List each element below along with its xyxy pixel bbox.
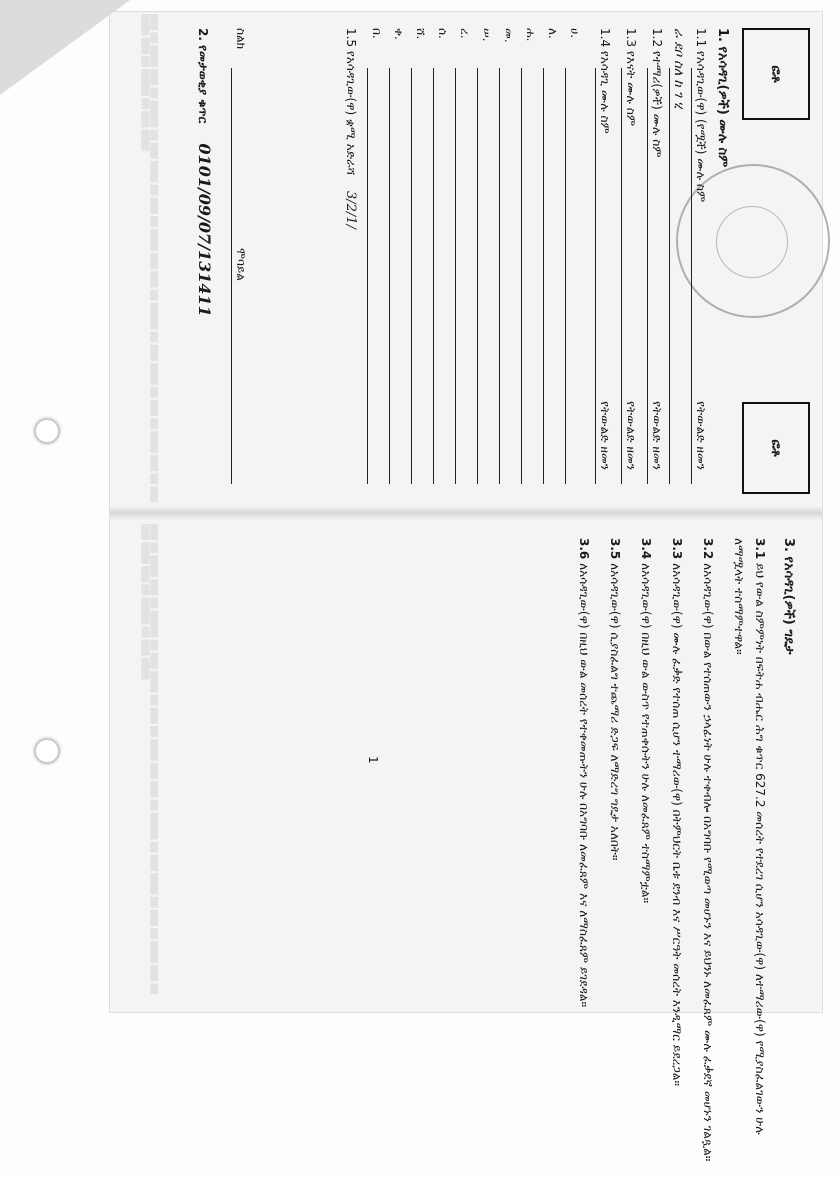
form-row [644, 28, 664, 484]
bleed-through-text: ▒▒▒ ▒▒ ▒▒▒▒ ▒▒▒ ▒▒ ▒▒▒▒▒ ▒▒ ▒▒▒ ▒▒▒▒ ▒▒ ▒▒▒ ▒▒ ▒▒▒▒ ▒▒▒ ▒▒▒ ▒▒ ▒▒▒▒▒ ▒▒ ▒▒▒ ▒▒▒▒ ▒▒ ▒▒▒ ▒▒ ▒▒▒▒ ▒▒▒ ▒▒ ▒▒▒ ▒▒▒▒ ▒▒▒ ▒▒ ▒▒▒▒▒ ▒▒ ▒▒▒ ▒▒▒▒ [141, 14, 158, 503]
form-row: በ. [364, 28, 384, 484]
row-label: 1.2 የተማሪ(ዎች) ሙሉ ስም [650, 28, 664, 158]
page-number: 1 [366, 756, 380, 764]
form-row: ቀ. [386, 28, 406, 484]
row-label: 1.4 የአሳዳጊ ሙሉ ስም [598, 28, 612, 134]
section-3-title: 3. የአሳዳጊ(ዎች) ግዴታ [781, 538, 796, 655]
form-row [592, 28, 612, 484]
clause: 3.4 ለአሳዳጊው(ዋ) በዚህ ውል ውስጥ የተጠቀሱትን ሁሉ ለመፈጸም ተስማምቷል። [639, 538, 653, 904]
form-row: ሠ. [474, 28, 494, 484]
row-note: የትውልድ ዘመን [650, 401, 664, 470]
photo-box: ፎቶ [742, 28, 810, 120]
row-note: የትውልድ ዘመን [624, 401, 638, 470]
clause: 3.6 ለአሳዳጊው(ዋ) በዚህ ውል መሰረት የተቀመጡትን ሁሉ በአግባቡ ለመፈጸም እና ለማስፈጸም ይገደዳል። [577, 538, 591, 1008]
row-handwritten-value: ራ ደቦ ስለ ከ ገ ሂ [671, 28, 686, 109]
phone-row: ስልክ ሞባይል [228, 28, 248, 484]
punch-hole [34, 418, 60, 444]
form-row: ለ. [540, 28, 560, 484]
clause: 3.5 ለአሳዳጊው(ዋ) ሲያስፈልግ ተጨማሪ ድጋፍ ለማድረግ ግዴታ አለበት። [608, 538, 622, 861]
form-row [618, 28, 638, 484]
row-label: 1.1 የአሳዳጊው(ዋ) (የሟች) ሙሉ ስም [694, 28, 708, 203]
obligations-list [563, 538, 770, 1178]
center-fold [110, 506, 822, 520]
form-row [688, 28, 708, 484]
page-curl [0, 0, 130, 95]
photo-box: ፎቶ [742, 402, 810, 494]
form-row: ሀ. [562, 28, 582, 484]
form-row [666, 28, 686, 484]
form-row: መ. [496, 28, 516, 484]
bleed-through-text: ▒▒▒ ▒▒ ▒▒▒▒ ▒▒▒ ▒▒ ▒▒▒▒▒ ▒▒ ▒▒▒ ▒▒▒▒ ▒▒ ▒▒▒ ▒▒ ▒▒▒▒ ▒▒▒ ▒▒▒ ▒▒ ▒▒▒▒▒ ▒▒ ▒▒▒ ▒▒▒▒ ▒▒ ▒▒▒ ▒▒ ▒▒▒▒ ▒▒▒ ▒▒ ▒▒▒ ▒▒▒▒ ▒▒▒ ▒▒ ▒▒▒▒▒ ▒▒ ▒▒▒ ▒▒▒▒ [141, 524, 158, 995]
clause: 3.2 ለአሳዳጊው(ዋ) በውል የተሰጠውን ኃላፊነት ሁሉ ተቀብሎ በአግባቡ የሚወጣ መሆኑን እና ይህንኑ ለመፈጸም ሙሉ ፈቃደኛ መሆኑን ገልጿል። [701, 538, 715, 1162]
form-row: ሐ. [518, 28, 538, 484]
form-row: ረ. [452, 28, 472, 484]
id-section [164, 14, 254, 504]
id-number-row: 2. የመታወቂያ ቁጥር 0101/09/07/131411 [195, 28, 214, 317]
clause: 3.1 ይህ የውል ስምምነት በፍትሐ ብሔር ሕግ ቁጥር 627.2 መሰረት የተደረገ ሲሆን አሳዳጊው(ዋ) ለተማሪው(ዋ) የሚያስፈልገውን ሁሉ ለማሟላት ተስማምተዋል። [732, 538, 767, 1135]
row-note: የትውልድ ዘመን [598, 401, 612, 470]
row-note: የትውልድ ዘመን [694, 401, 708, 470]
form-row: ሸ. [408, 28, 428, 484]
form-row: ሰ. [430, 28, 450, 484]
form-bottom-half [130, 524, 820, 1162]
row-label: 1.3 የእናት ሙሉ ስም [624, 28, 638, 127]
section-1-title: 1. የአሳዳጊ(ዎች) ሙሉ ስም [715, 28, 730, 168]
punch-hole [34, 738, 60, 764]
clause: 3.3 ለአሳዳጊው(ዋ) ሙሉ ፈቃድ የተሰጠ ሲሆን ተማሪው(ዋ) በትምህርት ቤቱ ደንብ እና ሥርዓት መሰረት እንዲማር ይደረጋል። [670, 538, 684, 1086]
address-row: 1.5 የአሳዳጊው(ዋ) ቋሚ አድራሻ 3/2/1/ [343, 28, 358, 229]
